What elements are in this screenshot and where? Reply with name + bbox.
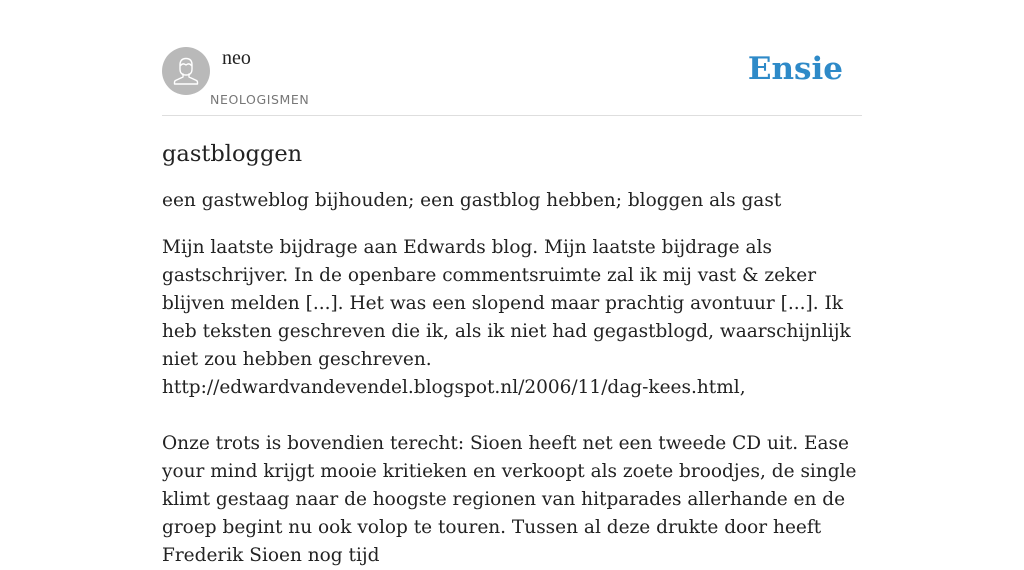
category-label[interactable]: NEOLOGISMEN xyxy=(210,92,310,107)
entry-card xyxy=(162,0,862,566)
entry-title: gastbloggen xyxy=(162,141,303,167)
entry-content xyxy=(162,136,862,570)
author-name[interactable]: neo xyxy=(222,47,251,69)
user-outline-icon xyxy=(162,47,210,95)
brand-logo[interactable]: Ensie xyxy=(747,51,843,87)
entry-example: Mijn laatste bijdrage aan Edwards blog. Mijn laatste bijdrage als gastschrijver. In de openbare commentsruimte zal ik mij vast & zeker blijven melden [...]. Het was een slopend maar prachtig avontuur [...]. Ik heb teksten geschreven die ik, als ik niet had gegastblogd, waarschijnlijk niet zou hebben geschreven. http://edwardvandevendel.blogspot.nl/2006/11/dag-kees.html, Onze trots is bovendien terecht: Sioen heeft net een tweede CD uit. Ease your mind krijgt mooie kritieken en verkoopt als zoete broodjes, de single klimt gestaag naar de hoogste regionen van hitparades allerhande en de groep begint nu ook volop te touren. Tussen al deze drukte door heeft Frederik Sioen nog tijd xyxy=(162,237,857,566)
author-avatar[interactable] xyxy=(162,47,210,95)
entry-header xyxy=(162,0,862,116)
entry-definition: een gastweblog bijhouden; een gastblog hebben; bloggen als gast xyxy=(162,190,782,211)
